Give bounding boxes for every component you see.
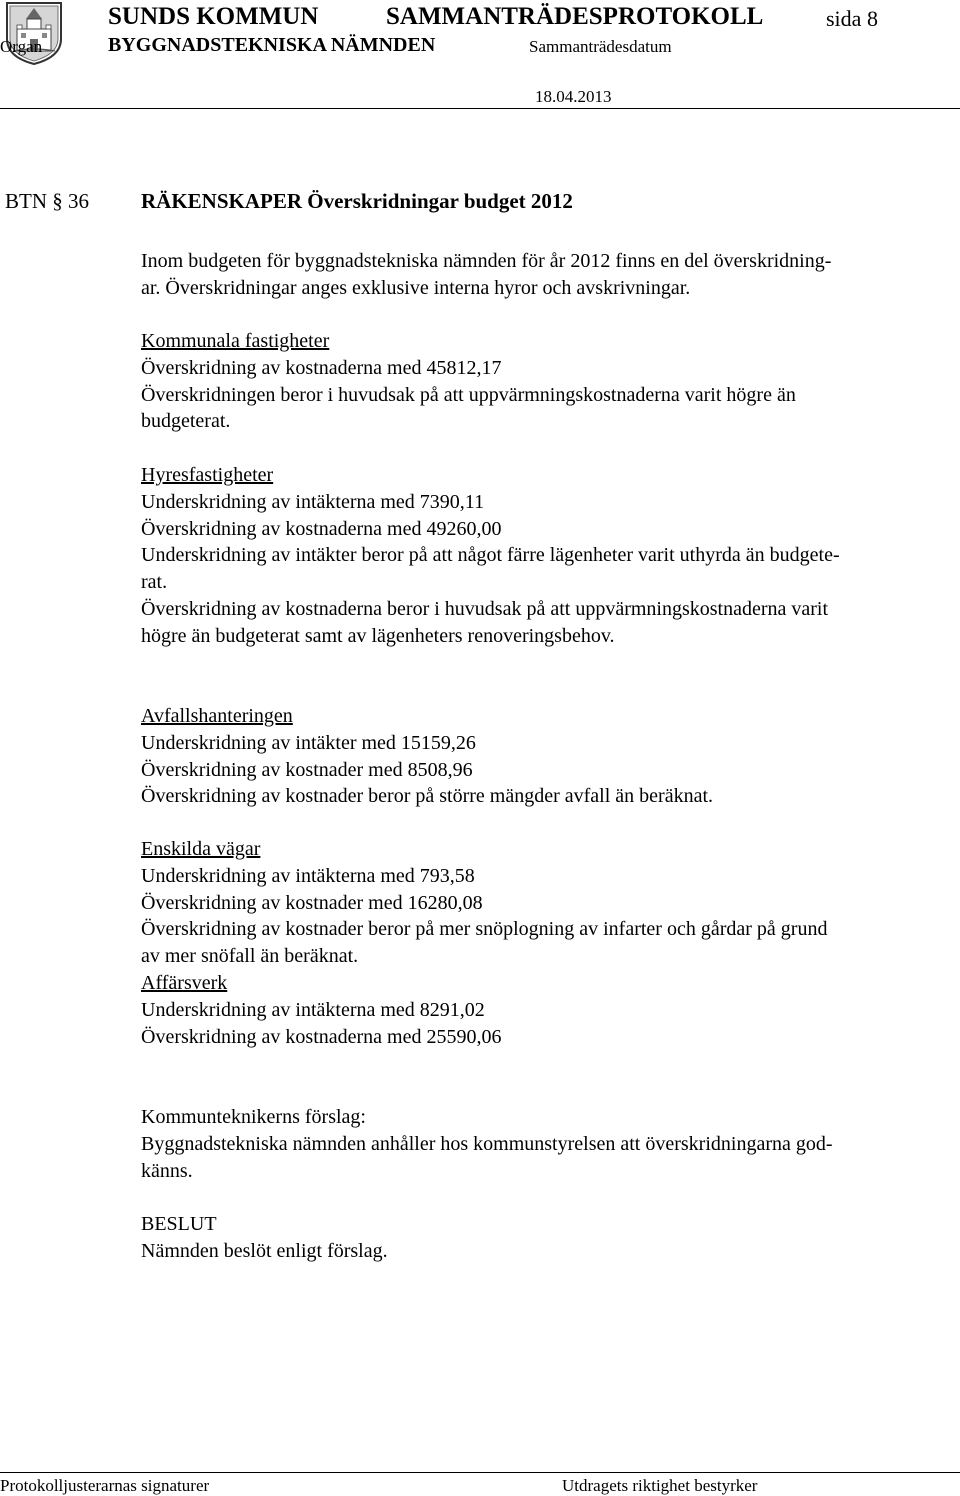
section-heading: Kommunala fastigheter bbox=[141, 330, 330, 352]
section-heading: Enskilda vägar bbox=[141, 838, 261, 860]
footer-divider bbox=[0, 1472, 960, 1473]
section-line: Överskridning av kostnader beror på större mängder avfall än beräknat. bbox=[141, 785, 714, 808]
section-line: Överskridning av kostnader beror på mer snöplogning av infarter och gårdar på grund bbox=[141, 918, 828, 941]
meeting-date-value: 18.04.2013 bbox=[535, 87, 612, 106]
section-avfallshanteringen bbox=[141, 703, 941, 810]
footer-certification-label: Utdragets riktighet bestyrker bbox=[562, 1476, 758, 1495]
section-heading: Affärsverk bbox=[141, 972, 228, 994]
case-number: BTN § 36 bbox=[5, 189, 89, 213]
proposal-heading: Kommunteknikerns förslag: bbox=[141, 1106, 366, 1128]
decision-heading: BESLUT bbox=[141, 1213, 217, 1235]
section-line: Överskridning av kostnaderna med 49260,00 bbox=[141, 517, 502, 540]
section-affarsverk bbox=[141, 970, 941, 1050]
section-line: rat. bbox=[141, 571, 168, 594]
proposal-line: känns. bbox=[141, 1159, 193, 1182]
section-line: Underskridning av intäkter med 15159,26 bbox=[141, 731, 476, 754]
section-line: Överskridning av kostnaderna med 45812,17 bbox=[141, 356, 502, 379]
section-line: Överskridning av kostnaderna med 25590,06 bbox=[141, 1025, 502, 1048]
section-line: Underskridning av intäkter beror på att något färre lägenheter varit uthyrda än budgete- bbox=[141, 544, 840, 567]
section-line: budgeterat. bbox=[141, 410, 231, 433]
section-line: Överskridning av kostnaderna beror i huvudsak på att uppvärmningskostnaderna varit bbox=[141, 597, 829, 620]
footer-signatures-label: Protokolljusterarnas signaturer bbox=[0, 1476, 210, 1495]
section-line: Underskridning av intäkterna med 8291,02 bbox=[141, 998, 485, 1021]
proposal-section bbox=[141, 1104, 941, 1184]
document-type: SAMMANTRÄDESPROTOKOLL bbox=[386, 3, 764, 30]
section-line: Överskridning av kostnader med 16280,08 bbox=[141, 891, 483, 914]
meeting-date-label: Sammanträdesdatum bbox=[529, 37, 672, 56]
intro-line: ar. Överskridningar anges exklusive interna hyror och avskrivningar. bbox=[141, 276, 691, 299]
header-divider bbox=[0, 108, 960, 109]
proposal-line: Byggnadstekniska nämnden anhåller hos kommunstyrelsen att överskridningarna god- bbox=[141, 1132, 833, 1155]
page-number: sida 8 bbox=[826, 6, 878, 31]
section-line: Överskridning av kostnader med 8508,96 bbox=[141, 758, 473, 781]
decision-section bbox=[141, 1211, 941, 1265]
section-line: av mer snöfall än beräknat. bbox=[141, 945, 359, 968]
section-line: högre än budgeterat samt av lägenheters renoveringsbehov. bbox=[141, 624, 615, 647]
section-hyresfastigheter bbox=[141, 462, 941, 650]
section-line: Underskridning av intäkterna med 793,58 bbox=[141, 864, 475, 887]
section-heading: Avfallshanteringen bbox=[141, 705, 293, 727]
organ-name: BYGGNADSTEKNISKA NÄMNDEN bbox=[108, 34, 436, 56]
intro-line: Inom budgeten för byggnadstekniska nämnden för år 2012 finns en del överskridning- bbox=[141, 250, 832, 272]
intro-paragraph bbox=[141, 248, 941, 302]
section-enskilda-vagar bbox=[141, 836, 941, 970]
section-line: Överskridningen beror i huvudsak på att uppvärmningskostnaderna varit högre än bbox=[141, 383, 796, 406]
case-title: RÄKENSKAPER Överskridningar budget 2012 bbox=[141, 189, 573, 213]
municipality-name: SUNDS KOMMUN bbox=[108, 3, 319, 30]
organ-label: Organ bbox=[0, 37, 43, 56]
section-kommunala-fastigheter bbox=[141, 328, 941, 435]
section-line: Underskridning av intäkterna med 7390,11 bbox=[141, 490, 485, 513]
decision-text: Nämnden beslöt enligt förslag. bbox=[141, 1239, 388, 1262]
section-heading: Hyresfastigheter bbox=[141, 464, 274, 486]
